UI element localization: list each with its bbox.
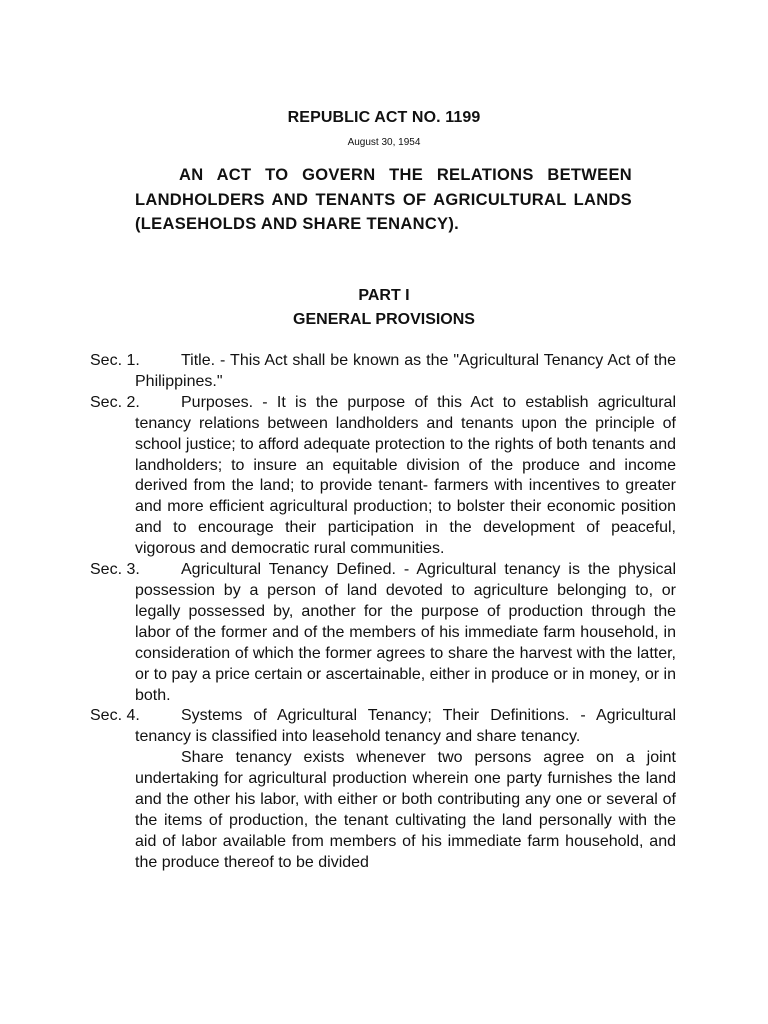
section-number: Sec. 3. xyxy=(90,561,140,579)
part-subtitle: GENERAL PROVISIONS xyxy=(293,311,475,328)
section-text: Agricultural Tenancy Defined. - Agricultural tenancy is the physical possession by a person of land devoted to agriculture belonging to, or legally possessed by, another for the purpose of production through the labor of the former and of the members of his immediate farm household, in consideration of which the former agrees to share the harvest with the latter, or to pay a price certain or ascertainable, either in produce or in money, or in both. xyxy=(135,561,676,704)
sections-body xyxy=(90,351,676,874)
section-2 xyxy=(90,393,676,560)
act-number-heading: REPUBLIC ACT NO. 1199 xyxy=(287,109,481,126)
section-paragraph: Share tenancy exists whenever two persons agree on a joint undertaking for agricultural production wherein one party furnishes the land and the other his labor, with either or both contributing any one or several of the items of production, the tenant cultivating the land personally with the aid of labor available from members of his immediate farm household, and the produce thereof to be divided xyxy=(135,749,676,871)
section-text: Purposes. - It is the purpose of this Act to establish agricultural tenancy relations between landholders and tenants upon the principle of school justice; to afford adequate protection to the rights of both tenants and landholders; to insure an equitable division of the produce and income derived from the land; to provide tenant- farmers with incentives to greater and more efficient agricultural production; to bolster their economic position and to encourage their participation in the development of peaceful, vigorous and democratic rural communities. xyxy=(135,393,676,558)
section-3 xyxy=(90,560,676,706)
act-date: August 30, 1954 xyxy=(347,137,421,148)
section-number: Sec. 2. xyxy=(90,393,140,411)
section-text: Title. - This Act shall be known as the "Agricultural Tenancy Act of the Philippines." xyxy=(135,352,676,390)
section-text: Systems of Agricultural Tenancy; Their Definitions. - Agricultural tenancy is classified into leasehold tenancy and share tenancy. xyxy=(135,707,676,746)
section-1 xyxy=(90,351,676,393)
section-4 xyxy=(90,706,676,873)
section-number: Sec. 4. xyxy=(90,707,140,725)
act-title: AN ACT TO GOVERN THE RELATIONS BETWEEN LANDHOLDERS AND TENANTS OF AGRICULTURAL LANDS (LEASEHOLDS AND SHARE TENANCY). xyxy=(135,166,632,233)
part-label: PART I xyxy=(358,287,410,304)
section-number: Sec. 1. xyxy=(90,352,140,369)
